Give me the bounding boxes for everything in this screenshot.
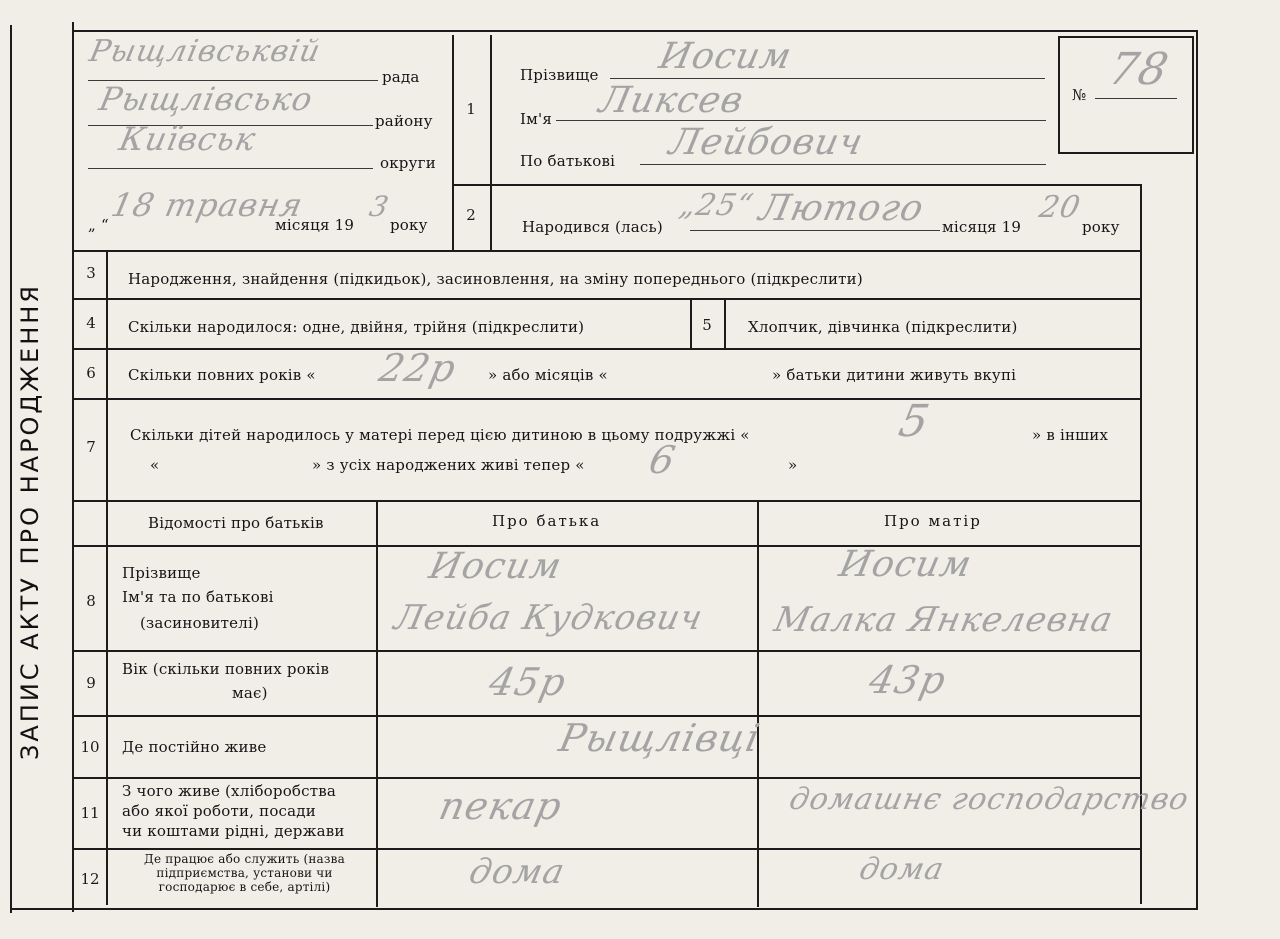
- row7-value2: 6: [645, 438, 680, 482]
- surname-underline: [610, 78, 1045, 79]
- row9-label-a: Вік (скільки повних років: [122, 660, 330, 678]
- born-year: 20: [1036, 190, 1084, 225]
- row45-divider-a: [690, 298, 692, 348]
- row10-label: Де постійно живе: [122, 738, 267, 756]
- date-year-label: року: [390, 216, 428, 234]
- rada-value: Рыщлівськвій: [86, 34, 324, 69]
- row6-text-b: » або місяців «: [488, 366, 608, 384]
- row12-mother: дома: [856, 852, 948, 887]
- rada-label: рада: [382, 68, 420, 86]
- row5-text: Хлопчик, дівчинка (підкреслити): [748, 318, 1018, 336]
- row9-mother: 43р: [865, 658, 951, 702]
- row7-value1: 5: [894, 396, 935, 447]
- row12-father: дома: [465, 852, 569, 892]
- okrug-value: Київськ: [115, 120, 260, 158]
- row8-label-b: Ім'я та по батькові: [122, 588, 274, 606]
- record-number-underline: [1095, 98, 1177, 99]
- row1-number: 1: [466, 100, 476, 118]
- row11-bottom: [72, 848, 1142, 850]
- row4-text: Скільки народилося: одне, двійня, трійня (підкреслити): [128, 318, 585, 336]
- row6-bottom: [72, 398, 1142, 400]
- col-header-father: Про батька: [492, 512, 602, 530]
- row10-bottom: [72, 777, 1142, 779]
- parents-col-1: [376, 502, 378, 907]
- row11-number: 11: [80, 804, 100, 822]
- born-month: Лютого: [755, 188, 928, 229]
- row6-number: 6: [86, 364, 96, 382]
- row9-father: 45р: [485, 660, 571, 704]
- row8-father-a: Иосим: [425, 546, 566, 587]
- row7-line2-b: » з усіх народжених живі тепер «: [312, 456, 585, 474]
- surname-value: Иосим: [655, 36, 796, 77]
- row7-line2-a: «: [150, 456, 160, 474]
- okrug-underline: [88, 168, 373, 169]
- row3-bottom: [72, 298, 1142, 300]
- row7-line1: Скільки дітей народилось у матері перед цією дитиною в цьому подружжі «: [130, 426, 750, 444]
- row7-number: 7: [86, 438, 96, 456]
- patronymic-underline: [640, 164, 1046, 165]
- row4-bottom: [72, 348, 1142, 350]
- header-divider-1: [452, 35, 454, 250]
- row8-father-b: Лейба Кудкович: [390, 598, 707, 638]
- born-day: „25“: [676, 188, 757, 223]
- row12-number: 12: [80, 870, 100, 888]
- raion-label: району: [375, 112, 433, 130]
- row9-label-b: має): [232, 684, 268, 702]
- name-label: Ім'я: [520, 110, 552, 128]
- side-title: ЗАПИС АКТУ ПРО НАРОДЖЕННЯ: [16, 283, 44, 760]
- parents-col-2: [757, 502, 759, 907]
- header-bottom-line: [72, 250, 1142, 252]
- row7-line2-end: »: [788, 456, 798, 474]
- row4-number: 4: [86, 314, 96, 332]
- okrug-label: округи: [380, 154, 436, 172]
- patronymic-value: Лейбович: [665, 122, 868, 163]
- row12-label: Де працює або служить (назва підприємства, установи чи господарює в себе, артілі): [144, 852, 345, 894]
- row11-label-b: або якої роботи, посади: [122, 802, 316, 820]
- col-header-mother: Про матір: [884, 512, 982, 530]
- born-underline: [690, 230, 940, 231]
- frame-right: [1196, 30, 1198, 910]
- record-number-label: №: [1072, 86, 1087, 104]
- row11-mother: домашнє господарство: [786, 782, 1193, 817]
- date-day-month: 18 травня: [107, 186, 307, 224]
- born-label: Народився (лась): [522, 218, 663, 236]
- row8-mother-a: Иосим: [835, 544, 976, 585]
- header-divider-2: [490, 35, 492, 250]
- row10-value: Рыщлівці: [555, 716, 765, 760]
- frame-bottom: [10, 908, 1196, 910]
- row6-years-value: 22р: [375, 346, 461, 390]
- row7-bottom: [72, 500, 1142, 502]
- header-mid-line: [452, 184, 1142, 186]
- row8-label-c: (засиновителі): [140, 614, 259, 632]
- row3-text: Народження, знайдення (підкидьок), засиновлення, на зміну попереднього (підкреслити): [128, 270, 863, 288]
- date-prefix: „ “: [88, 216, 109, 234]
- surname-label: Прізвище: [520, 66, 599, 84]
- row11-label-c: чи коштами рідні, держави: [122, 822, 345, 840]
- born-year-label: року: [1082, 218, 1120, 236]
- date-year: 3: [366, 190, 393, 223]
- row9-number: 9: [86, 674, 96, 692]
- row6-text-c: » батьки дитини живуть вкупі: [772, 366, 1017, 384]
- name-value: Ликсев: [595, 80, 748, 121]
- frame-left: [10, 25, 12, 913]
- row7-line1-end: » в інших: [1032, 426, 1109, 444]
- row3-number: 3: [86, 264, 96, 282]
- raion-value: Рыщлівсько: [95, 80, 317, 118]
- born-month-label: місяця 19: [942, 218, 1022, 236]
- row10-number: 10: [80, 738, 100, 756]
- row2-number: 2: [466, 206, 476, 224]
- date-month-label: місяця 19: [275, 216, 355, 234]
- row8-mother-b: Малка Янкелевна: [770, 600, 1117, 640]
- row8-bottom: [72, 650, 1142, 652]
- row5-number: 5: [702, 316, 712, 334]
- row11-label-a: З чого живе (хліборобства: [122, 782, 337, 800]
- row8-label-a: Прізвище: [122, 564, 201, 582]
- row6-text-a: Скільки повних років «: [128, 366, 316, 384]
- patronymic-label: По батькові: [520, 152, 616, 170]
- row8-number: 8: [86, 592, 96, 610]
- col-header-info: Відомості про батьків: [148, 514, 324, 532]
- row11-father: пекар: [435, 784, 567, 828]
- row45-divider-b: [724, 298, 726, 348]
- frame-top: [72, 30, 1196, 32]
- parents-header-bottom: [72, 545, 1142, 547]
- record-number-value: 78: [1104, 44, 1174, 95]
